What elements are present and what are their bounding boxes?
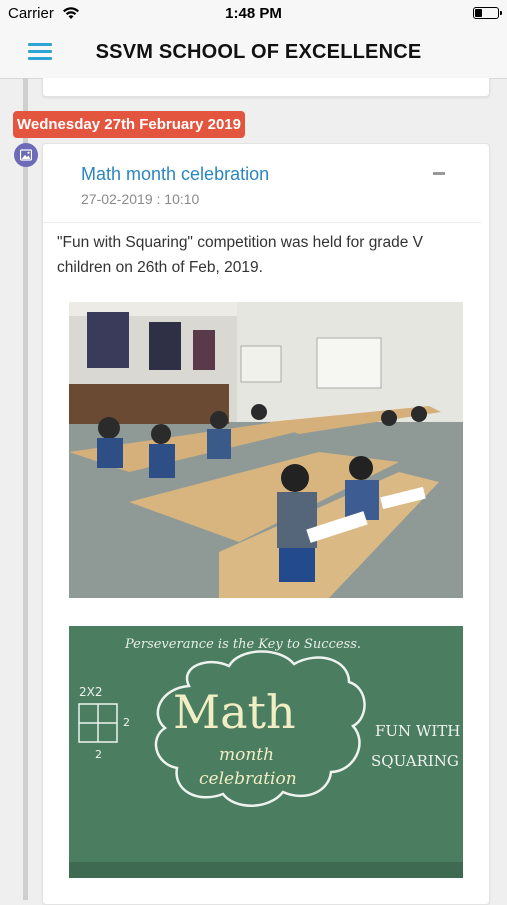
carrier-label: Carrier: [8, 5, 54, 22]
timeline-line: [23, 78, 28, 900]
board-grid-num-bottom: 2: [95, 748, 102, 761]
post-title[interactable]: Math month celebration: [81, 164, 270, 184]
battery-icon: [473, 7, 499, 19]
divider: [43, 222, 481, 223]
board-title-text: Math: [173, 685, 296, 739]
board-side-text-2: SQUARING: [371, 752, 459, 770]
image-icon: [14, 143, 38, 167]
board-sub-text-1: month: [219, 745, 275, 765]
date-badge: Wednesday 27th February 2019: [13, 111, 245, 138]
board-side-text-1: FUN WITH: [375, 722, 461, 740]
chalkboard-photo[interactable]: [69, 626, 463, 878]
nav-bar: [0, 28, 507, 79]
minus-icon[interactable]: [433, 172, 445, 175]
post-datetime: 27-02-2019 : 10:10: [81, 191, 200, 207]
status-time: 1:48 PM: [225, 5, 282, 22]
app-title: SSVM SCHOOL OF EXCELLENCE: [95, 41, 422, 63]
status-bar: [0, 0, 507, 28]
post-card: [42, 143, 490, 905]
board-sub-text-2: celebration: [199, 769, 297, 789]
board-grid-label: 2X2: [79, 685, 103, 699]
board-motto-text: Perseverance is the Key to Success.: [125, 637, 362, 652]
previous-post-card[interactable]: [42, 78, 490, 97]
classroom-photo[interactable]: [69, 302, 463, 598]
post-description: "Fun with Squaring" competition was held for grade V children on 26th of Feb, 2019.: [57, 234, 423, 276]
board-grid-num-right: 2: [123, 716, 130, 729]
